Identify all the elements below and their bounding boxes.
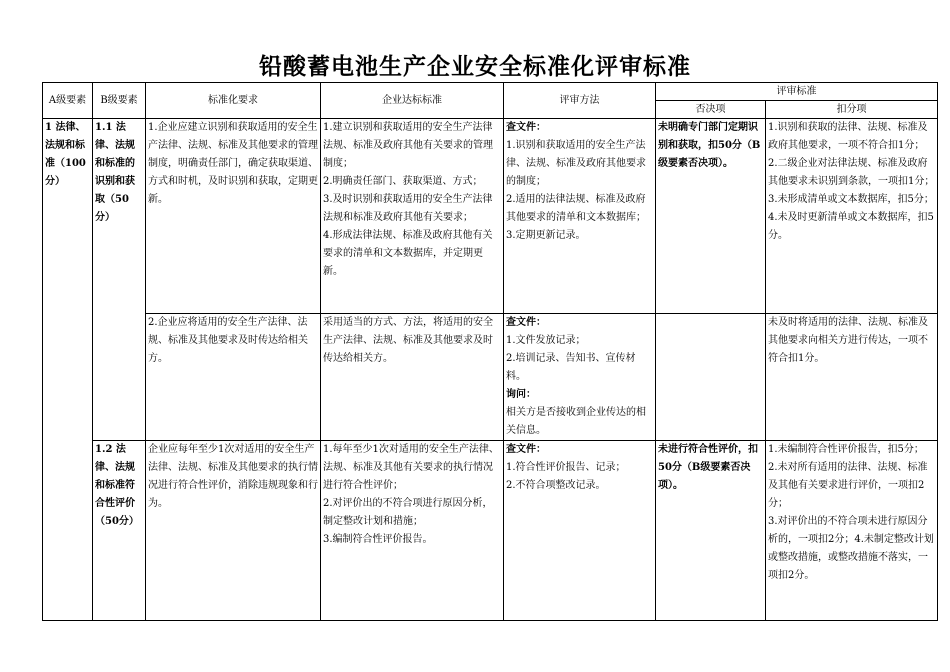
enterprise-line: 4.形成法律法规、标准及政府其他有关要求的清单和文本数据库，并定期更新。 xyxy=(323,230,493,277)
method-line: 1.识别和获取适用的安全生产法律、法规、标准及政府其他要求的制度； xyxy=(506,140,646,187)
deduct-cell xyxy=(766,119,938,314)
method-heading: 查文件： xyxy=(506,122,546,133)
deduct-line: 3.未形成清单或文本数据库，扣5分； xyxy=(768,194,934,205)
deduct-cell xyxy=(766,314,938,441)
header-requirement: 标准化要求 xyxy=(146,83,321,119)
method-heading: 查文件： xyxy=(506,317,546,328)
method-line: 1.文件发放记录； xyxy=(506,335,586,346)
veto-cell: 未进行符合性评价，扣50分（B级要素否决项）。 xyxy=(656,441,766,621)
deduct-cell xyxy=(766,441,938,621)
header-deduct: 扣分项 xyxy=(766,101,938,119)
b-element-cell: 1.2 法律、法规和标准符合性评价（50分） xyxy=(93,441,146,621)
standard-table xyxy=(42,82,938,621)
enterprise-line: 1.建立识别和获取适用的安全生产法律法规、标准及政府其他有关要求的管理制度； xyxy=(323,122,493,169)
method-heading: 查文件： xyxy=(506,444,546,455)
enterprise-line: 采用适当的方式、方法，将适用的安全生产法律、法规、标准及其他要求及时传达给相关方。 xyxy=(323,317,493,364)
requirement-cell: 1.企业应建立识别和获取适用的安全生产法律、法规、标准及其他要求的管理制度，明确责任部门，确定获取渠道、方式和时机，及时识别和获取，定期更新。 xyxy=(146,119,321,314)
requirement-cell: 2.企业应将适用的安全生产法律、法规、标准及其他要求及时传达给相关方。 xyxy=(146,314,321,441)
deduct-line: 1.识别和获取的法律、法规、标准及政府其他要求，一项不符合扣1分； xyxy=(768,122,928,151)
enterprise-line: 3.及时识别和获取适用的安全生产法律法规和标准及政府其他有关要求； xyxy=(323,194,493,223)
method-line: 2.不符合项整改记录。 xyxy=(506,480,606,491)
deduct-line: 2.未对所有适用的法律、法规、标准及其他有关要求进行评价，一项扣2分； xyxy=(768,462,928,509)
enterprise-cell xyxy=(321,119,504,314)
enterprise-cell xyxy=(321,314,504,441)
enterprise-line: 1.每年至少1次对适用的安全生产法律、法规、标准及其他有关要求的执行情况进行符合性评价； xyxy=(323,444,499,491)
method-cell xyxy=(504,314,656,441)
method-line: 2.培训记录、告知书、宣传材料。 xyxy=(506,353,636,382)
method-cell xyxy=(504,441,656,621)
a-element-cell: 1 法律、法规和标准（100分） xyxy=(43,119,93,621)
method-line: 1.符合性评价报告、记录； xyxy=(506,462,626,473)
header-a-level: A级要素 xyxy=(43,83,93,119)
enterprise-line: 2.明确责任部门、获取渠道、方式； xyxy=(323,176,483,187)
header-b-level: B级要素 xyxy=(93,83,146,119)
veto-cell: 未明确专门部门定期识别和获取，扣50分（B级要素否决项）。 xyxy=(656,119,766,314)
deduct-line: 4.未及时更新清单或文本数据库，扣5分。 xyxy=(768,212,934,241)
enterprise-line: 2.对评价出的不符合项进行原因分析，制定整改计划和措施； xyxy=(323,498,493,527)
deduct-line: 1.未编制符合性评价报告，扣5分； xyxy=(768,444,924,455)
requirement-cell: 企业应每年至少1次对适用的安全生产法律、法规、标准及其他要求的执行情况进行符合性评价，消除违规现象和行为。 xyxy=(146,441,321,621)
method-line: 3.定期更新记录。 xyxy=(506,230,586,241)
header-method: 评审方法 xyxy=(504,83,656,119)
method-line: 2.适用的法律法规、标准及政府其他要求的清单和文本数据库； xyxy=(506,194,646,223)
enterprise-cell xyxy=(321,441,504,621)
method-cell xyxy=(504,119,656,314)
header-enterprise: 企业达标标准 xyxy=(321,83,504,119)
deduct-line: 3.对评价出的不符合项未进行原因分析的，一项扣2分；4.未制定整改计划或整改措施，或整改措施不落实，一项扣2分。 xyxy=(768,516,934,581)
b-element-cell: 1.1 法律、法规和标准的识别和获取（50分） xyxy=(93,119,146,441)
method-line: 相关方是否接收到企业传达的相关信息。 xyxy=(506,407,646,436)
page-title: 铅酸蓄电池生产企业安全标准化评审标准 xyxy=(259,54,691,80)
deduct-line: 2.二级企业对法律法规、标准及政府其他要求未识别到条款，一项扣1分； xyxy=(768,158,935,187)
header-veto: 否决项 xyxy=(656,101,766,119)
header-criteria: 评审标准 xyxy=(656,83,938,101)
veto-cell xyxy=(656,314,766,441)
method-heading: 询问： xyxy=(506,389,536,400)
deduct-line: 未及时将适用的法律、法规、标准及其他要求向相关方进行传达，一项不符合扣1分。 xyxy=(768,317,928,364)
enterprise-line: 3.编制符合性评价报告。 xyxy=(323,534,433,545)
